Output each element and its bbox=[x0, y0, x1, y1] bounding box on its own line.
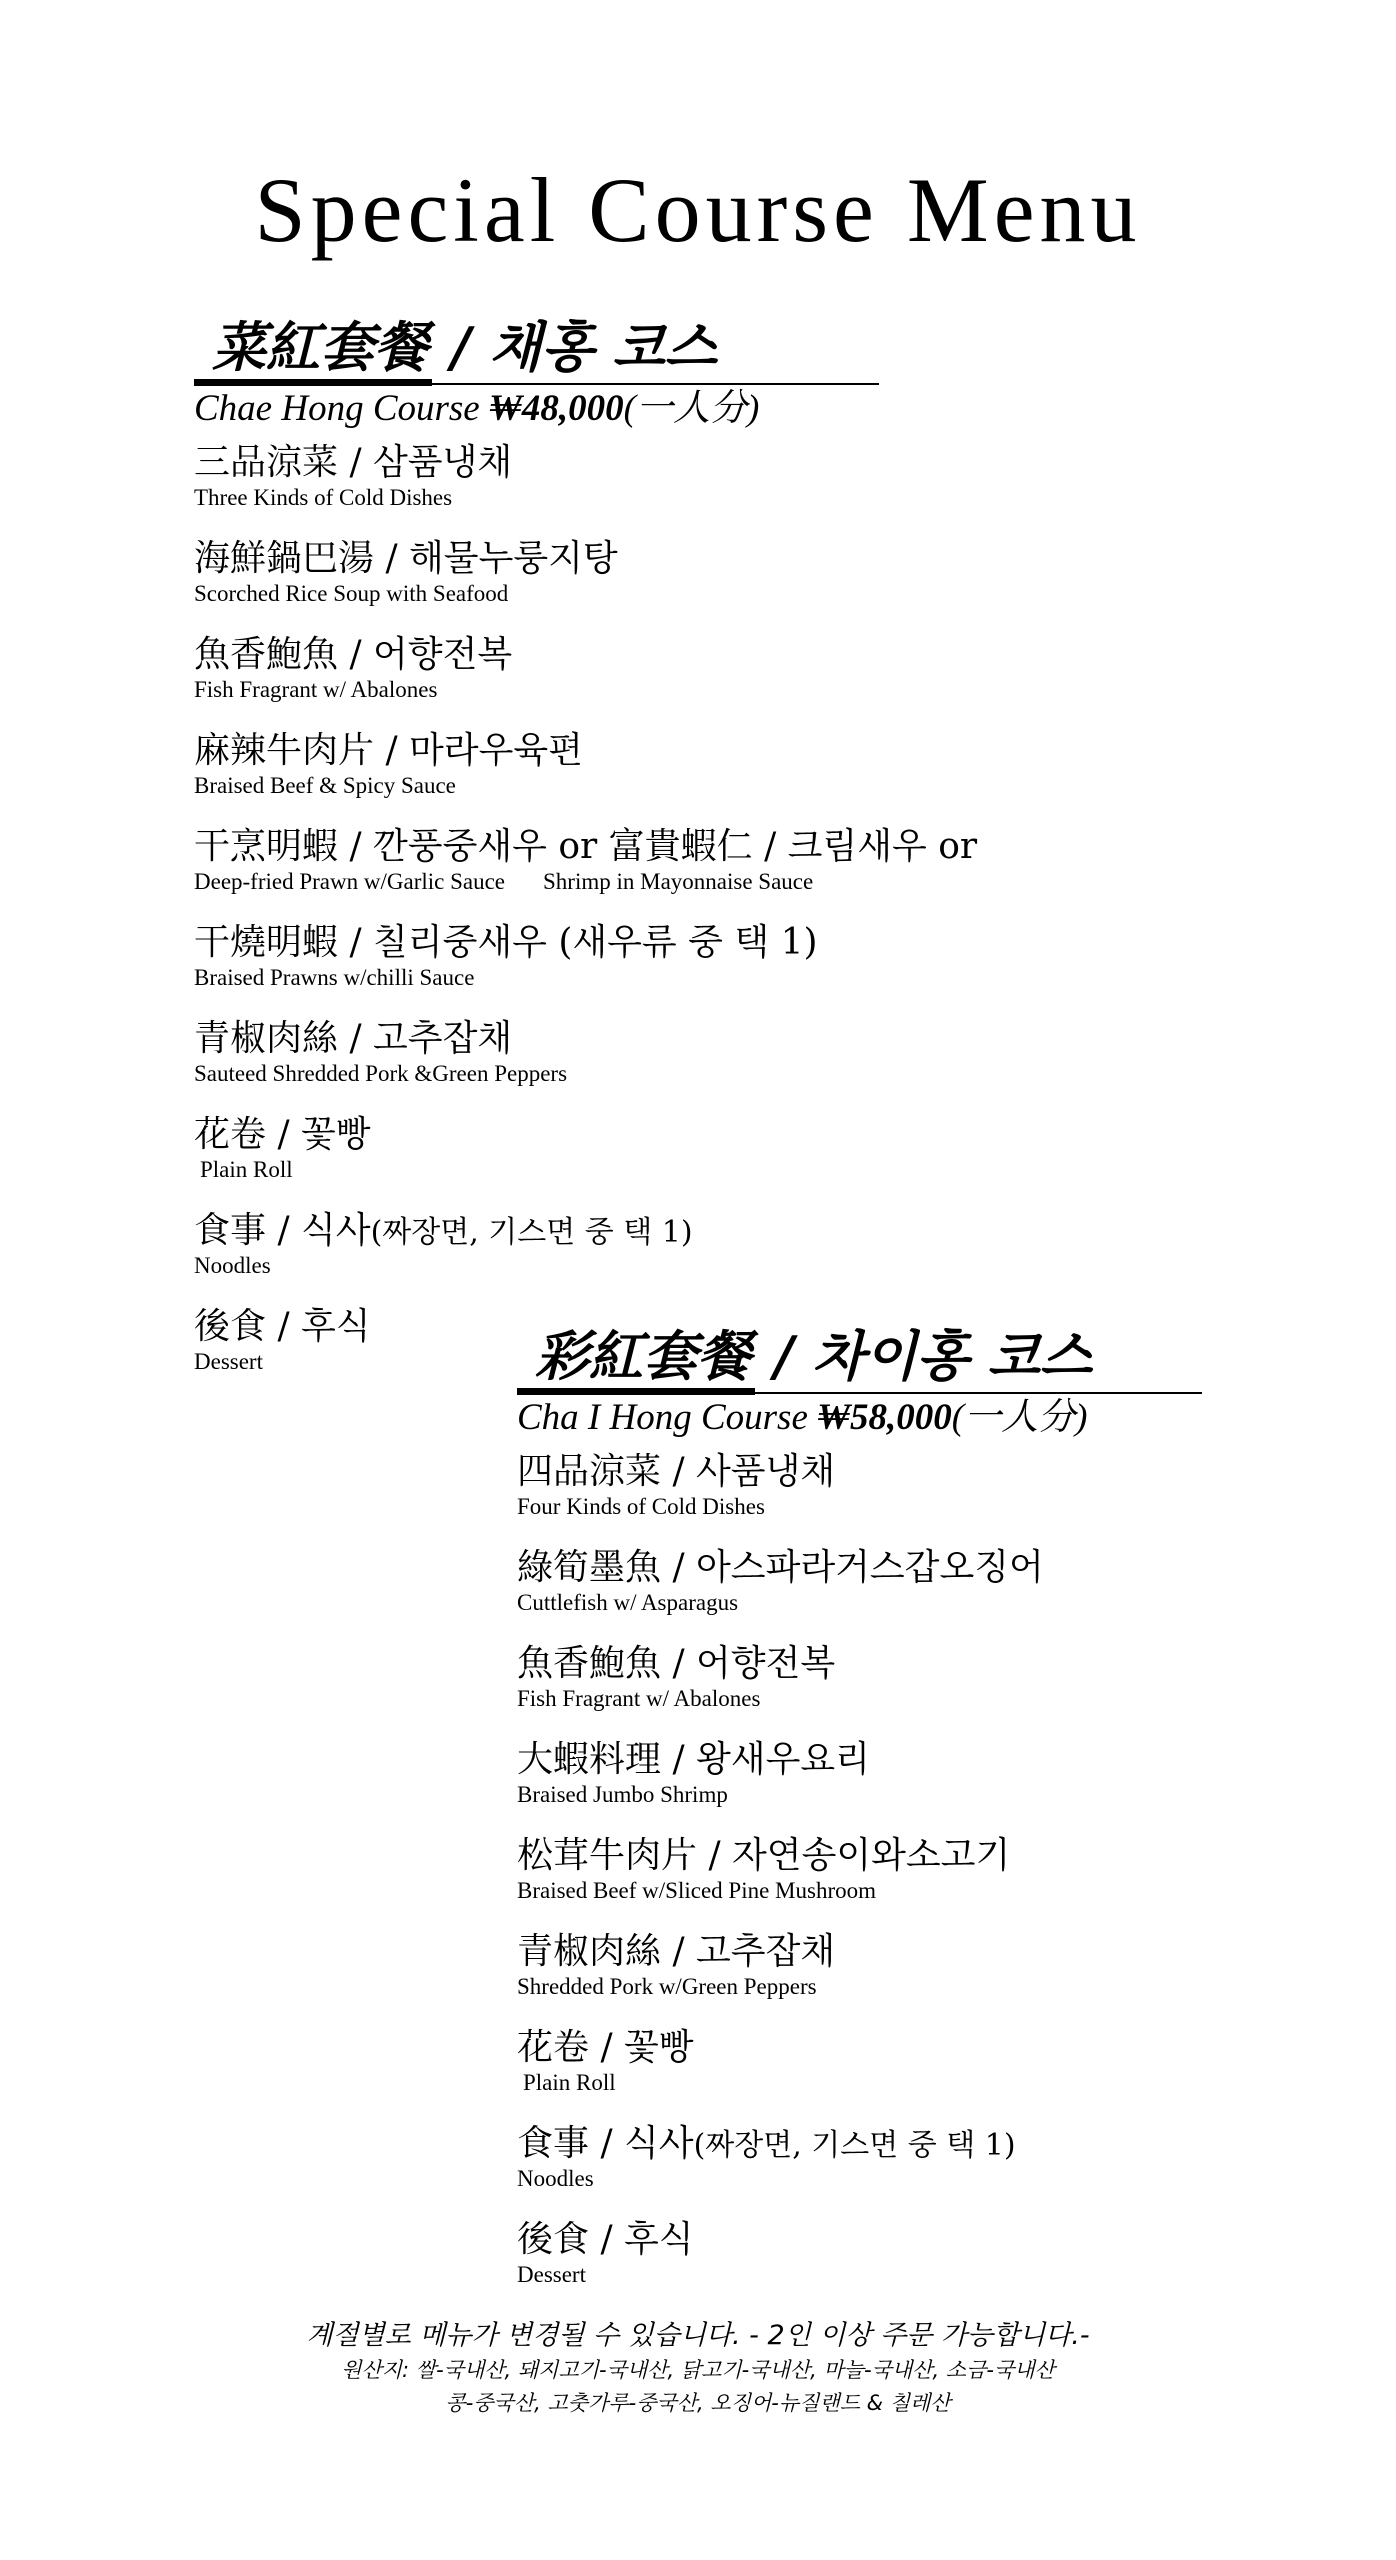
menu-item-english: Noodles bbox=[517, 2166, 594, 2192]
menu-item bbox=[194, 540, 977, 636]
menu-item-name: 麻辣牛肉片 / 마라우육편 bbox=[194, 730, 583, 772]
menu-item-english: Fish Fragrant w/ Abalones bbox=[194, 677, 438, 703]
menu-item-name: 花卷 / 꽃빵 bbox=[517, 2027, 694, 2069]
menu-item-english: Fish Fragrant w/ Abalones bbox=[517, 1686, 761, 1712]
page-title: Special Course Menu bbox=[254, 159, 1142, 261]
menu-item-english: Braised Jumbo Shrimp bbox=[517, 1782, 728, 1808]
menu-item-name: 海鮮鍋巴湯 / 해물누룽지탕 bbox=[194, 538, 618, 580]
course-name-english: Chae Hong Course bbox=[194, 388, 489, 430]
course-chae-hong bbox=[194, 315, 978, 1404]
menu-item bbox=[194, 924, 977, 1020]
menu-item-name: 魚香鮑魚 / 어향전복 bbox=[517, 1643, 836, 1685]
course-title bbox=[194, 315, 977, 386]
menu-item bbox=[517, 1933, 1202, 2029]
menu-item-name: 食事 / 식사 bbox=[194, 1210, 371, 1252]
menu-item bbox=[517, 1453, 1202, 1549]
menu-item-english: Plain Roll bbox=[523, 2070, 616, 2096]
per-person-label: (一人分) bbox=[623, 388, 760, 430]
course-name-chinese: 彩紅套餐 bbox=[517, 1327, 755, 1395]
menu-item-name: 後食 / 후식 bbox=[517, 2219, 694, 2261]
menu-item-english: Three Kinds of Cold Dishes bbox=[194, 485, 453, 511]
menu-item bbox=[194, 1020, 977, 1116]
menu-item bbox=[517, 1741, 1202, 1837]
menu-item bbox=[517, 2029, 1202, 2125]
menu-item-name: 三品涼菜 / 삼품냉채 bbox=[194, 442, 513, 484]
menu-item-name: 干燒明蝦 / 칠리중새우 (새우류 중 택 1) bbox=[194, 922, 818, 964]
course-name-korean: / 차이홍 코스 bbox=[755, 1324, 1092, 1388]
menu-item-english: Dessert bbox=[517, 2262, 586, 2288]
origin-info-line: 원산지: 쌀-국내산, 돼지고기-국내산, 닭고기-국내산, 마늘-국내산, 소금-국내산 bbox=[341, 2358, 1055, 2383]
menu-item-name: 干烹明蝦 / 깐풍중새우 or 富貴蝦仁 / 크림새우 or bbox=[194, 826, 978, 868]
menu-item bbox=[517, 1645, 1202, 1741]
course-price: ₩58,000 bbox=[817, 1397, 952, 1439]
menu-item-name: 青椒肉絲 / 고추잡채 bbox=[517, 1931, 836, 1973]
course-name-chinese: 菜紅套餐 bbox=[194, 318, 432, 386]
per-person-label: (一人分) bbox=[951, 1397, 1088, 1439]
course-item-list bbox=[517, 1453, 1202, 2317]
menu-item-name: 青椒肉絲 / 고추잡채 bbox=[194, 1018, 513, 1060]
menu-item-english: Braised Beef & Spicy Sauce bbox=[194, 773, 456, 799]
footer-notes bbox=[0, 2318, 1396, 2420]
menu-item-name: 四品涼菜 / 사품냉채 bbox=[517, 1451, 836, 1493]
course-cha-i-hong bbox=[517, 1324, 1202, 2317]
menu-item-note: (짜장면, 기스면 중 택 1) bbox=[693, 2128, 1016, 2164]
course-subtitle bbox=[517, 1398, 1202, 1439]
menu-item-english: Braised Beef w/Sliced Pine Mushroom bbox=[517, 1878, 877, 1904]
menu-item bbox=[517, 1549, 1202, 1645]
menu-item bbox=[517, 2125, 1202, 2221]
menu-item bbox=[194, 1116, 977, 1212]
menu-item bbox=[194, 732, 977, 828]
menu-item-english: Sauteed Shredded Pork &Green Peppers bbox=[194, 1061, 568, 1087]
menu-item-english: Plain Roll bbox=[200, 1157, 293, 1183]
menu-item-english: Braised Prawns w/chilli Sauce bbox=[194, 965, 475, 991]
menu-item-english: Deep-fried Prawn w/Garlic Sauce bbox=[194, 869, 506, 895]
course-price: ₩48,000 bbox=[488, 388, 624, 430]
menu-item bbox=[194, 444, 977, 540]
course-name-english: Cha I Hong Course bbox=[517, 1397, 818, 1439]
menu-item-english-line bbox=[194, 868, 977, 896]
menu-item-name: 魚香鮑魚 / 어향전복 bbox=[194, 634, 513, 676]
menu-item bbox=[194, 636, 977, 732]
course-subtitle bbox=[194, 389, 977, 430]
menu-item-name: 後食 / 후식 bbox=[194, 1306, 371, 1348]
origin-info-line: 콩-중국산, 고춧가루-중국산, 오징어-뉴질랜드 & 칠레산 bbox=[445, 2390, 951, 2415]
menu-item bbox=[194, 828, 977, 924]
menu-item-name: 綠筍墨魚 / 아스파라거스갑오징어 bbox=[517, 1547, 1044, 1589]
menu-item-note: (짜장면, 기스면 중 택 1) bbox=[370, 1215, 693, 1251]
menu-item bbox=[517, 1837, 1202, 1933]
menu-item-name: 食事 / 식사 bbox=[517, 2123, 694, 2165]
menu-item-english: Scorched Rice Soup with Seafood bbox=[194, 581, 509, 607]
menu-item-name: 松茸牛肉片 / 자연송이와소고기 bbox=[517, 1835, 1011, 1877]
menu-item-english: Dessert bbox=[194, 1349, 263, 1375]
menu-item-name: 大蝦料理 / 왕새우요리 bbox=[517, 1739, 870, 1781]
menu-item-name-line bbox=[194, 1212, 977, 1252]
menu-item-english: Noodles bbox=[194, 1253, 271, 1279]
menu-item-name: 花卷 / 꽃빵 bbox=[194, 1114, 371, 1156]
menu-item bbox=[517, 2221, 1202, 2317]
menu-item-english: Cuttlefish w/ Asparagus bbox=[517, 1590, 739, 1616]
menu-item-english: Shredded Pork w/Green Peppers bbox=[517, 1974, 817, 2000]
menu-item-english-alt: Shrimp in Mayonnaise Sauce bbox=[543, 869, 814, 895]
menu-change-notice: 계절별로 메뉴가 변경될 수 있습니다. - 2인 이상 주문 가능합니다.- bbox=[306, 2320, 1090, 2351]
menu-item bbox=[194, 1212, 977, 1308]
menu-item-name-line bbox=[517, 2125, 1202, 2165]
course-name-korean: / 채홍 코스 bbox=[432, 315, 717, 379]
menu-item-english: Four Kinds of Cold Dishes bbox=[517, 1494, 765, 1520]
course-title bbox=[517, 1324, 1202, 1395]
course-item-list bbox=[194, 444, 977, 1404]
